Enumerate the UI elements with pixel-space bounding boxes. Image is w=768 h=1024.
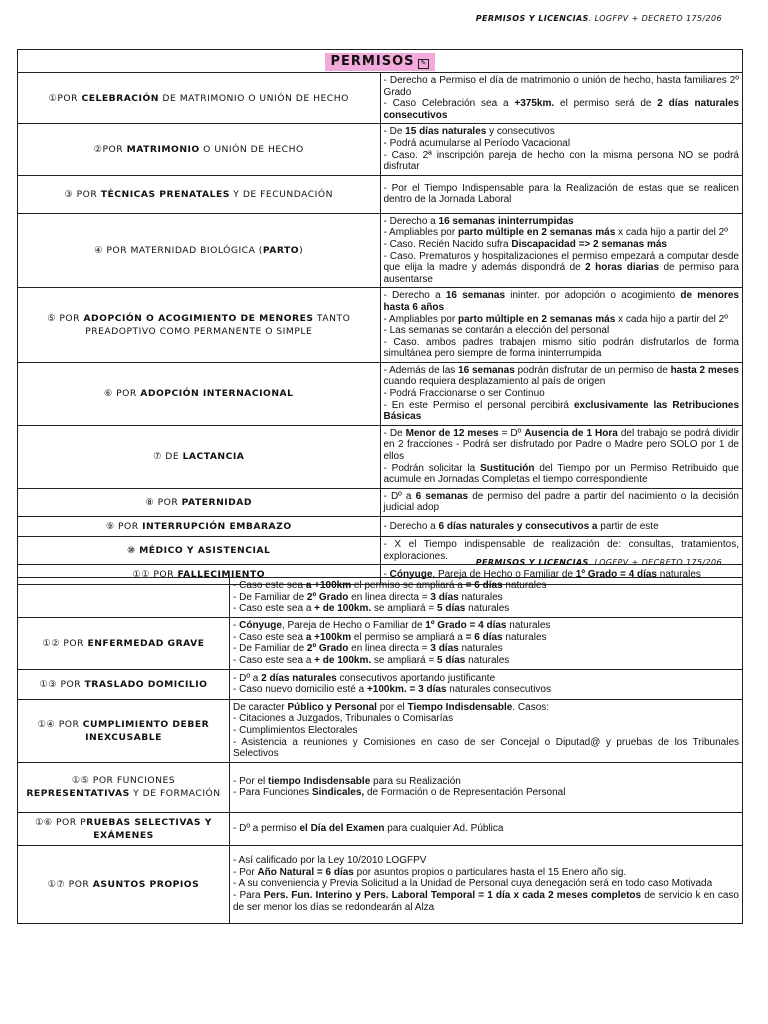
detail-run: Cónyuge (239, 620, 282, 632)
detail-line (233, 867, 739, 879)
detail-line (384, 290, 740, 313)
detail-run: - Caso este sea a (233, 603, 315, 615)
permit-type-run: Y DE FECUNDACIÓN (229, 188, 333, 200)
detail-run: Sustitución (480, 462, 535, 474)
detail-line (384, 98, 740, 121)
permit-type-run: ①⑦ POR (47, 878, 93, 890)
permit-type-run: PATERNIDAD (181, 496, 253, 508)
detail-run: Menor de 12 meses (405, 427, 499, 439)
detail-run: parto múltiple en 2 semanas más (457, 313, 616, 325)
detail-run: 2 días naturales consecutivos (383, 98, 739, 121)
permit-type-run: ⑨ POR (105, 521, 143, 532)
permit-type-run: ④ POR MATERNIDAD BIOLÓGICA ( (94, 245, 263, 257)
detail-run: - Derecho a (383, 520, 439, 532)
detail-line (233, 684, 739, 696)
permisos-table-1 (17, 49, 743, 585)
detail-line (233, 673, 739, 685)
permit-detail-cell (380, 124, 743, 175)
permit-detail-cell (380, 488, 743, 516)
detail-run: - Caso Celebración sea a (383, 98, 515, 110)
detail-line (384, 251, 740, 286)
permit-detail-cell (230, 578, 743, 618)
table-row (18, 617, 743, 669)
detail-run: en linea directa = (348, 591, 431, 603)
detail-run: - A su conveniencia y Previa Solicitud a la Unidad de Personal cuya denegación será en todo caso Motivada (233, 878, 713, 890)
detail-run: naturales consecutivos (446, 684, 551, 696)
detail-line (233, 603, 739, 615)
detail-run: naturales (465, 654, 510, 666)
detail-run: - (233, 620, 240, 632)
permit-type-run: LACTANCIA (182, 451, 245, 463)
page-header-2 (476, 558, 722, 567)
permit-type-run: ADOPCIÓN O ACOGIMIENTO DE MENORES (83, 313, 314, 325)
detail-run: - Caso. Recién Nacido sufra (383, 238, 512, 250)
detail-run: - Caso. Prematuros y hospitalizaciones el permiso empezará a computar desde que elija la madre y además dispondrá de (383, 250, 739, 274)
permit-type-run: ①① POR (132, 569, 178, 581)
permit-type-run: ) (299, 245, 304, 257)
detail-run: - Por (233, 866, 258, 878)
table-row (18, 362, 743, 425)
detail-line (384, 400, 740, 423)
detail-run: - Ampliables por (383, 227, 458, 239)
detail-line (233, 890, 739, 913)
detail-line (384, 337, 740, 360)
permit-type-run: ①④ POR (37, 718, 83, 730)
table-row (18, 425, 743, 488)
detail-run: - Podrá Fraccionarse o ser Continuo (383, 388, 545, 400)
detail-run: Discapacidad => 2 semanas más (511, 238, 667, 250)
edit-icon: ✎ (418, 59, 429, 69)
detail-line (233, 620, 739, 632)
detail-run: +375km. (514, 98, 555, 110)
detail-run: - En este Permiso el personal percibirá (383, 399, 574, 411)
permit-type-run: ⑧ POR (145, 496, 182, 508)
permit-type-run: ⑩ MÉDICO Y ASISTENCIAL (127, 545, 271, 557)
detail-run: , Pareja de Hecho o Familiar de (281, 620, 426, 632)
detail-run: + de 100km. (314, 654, 372, 666)
permit-type-cell (18, 425, 381, 488)
permit-type-cell (18, 812, 230, 845)
detail-run: 3 días (430, 643, 459, 655)
detail-run: 1º Grado = 4 días (575, 568, 657, 580)
detail-run: naturales (656, 568, 701, 580)
detail-line (384, 388, 740, 400)
permit-type-run: ①③ POR (39, 678, 85, 690)
permit-type-cell (18, 488, 381, 516)
detail-line (384, 521, 740, 533)
detail-run: el Día del Examen (299, 822, 385, 834)
detail-run: De caracter (233, 701, 288, 713)
detail-run: de menores hasta 6 años (383, 290, 739, 313)
detail-run: - Ampliables por (383, 313, 458, 325)
permit-type-run: ASUNTOS PROPIOS (92, 878, 200, 890)
permit-detail-cell (380, 425, 743, 488)
detail-run: 2º Grado (306, 643, 349, 655)
detail-run: de permiso para ausentarse (383, 262, 739, 285)
permit-type-run: ①⑥ POR P (35, 816, 87, 828)
detail-run: 2º Grado (306, 591, 349, 603)
detail-run: de permiso del padre a partir del nacimiento o la decisión judicial adop (383, 490, 739, 514)
detail-run: - Caso nuevo domicilio esté a (233, 684, 367, 696)
detail-run: naturales (502, 580, 547, 591)
permit-type-run: ①② POR (42, 637, 88, 649)
detail-line (384, 428, 740, 463)
detail-line (384, 314, 740, 326)
permit-type-cell (18, 617, 230, 669)
permit-type-cell (18, 845, 230, 923)
detail-run: de Formación o de Representación Personal (364, 787, 566, 799)
detail-run: - Para (233, 890, 264, 902)
permit-detail-cell (380, 73, 743, 124)
detail-run: y consecutivos (486, 126, 555, 138)
detail-run: = 6 días (465, 631, 503, 643)
detail-line (233, 737, 739, 760)
detail-run: - Caso este sea a (233, 654, 315, 666)
permit-type-run: TRASLADO DOMICILIO (84, 678, 208, 690)
detail-run: para su Realización (370, 775, 461, 787)
detail-line (384, 463, 740, 486)
detail-run: parto múltiple en 2 semanas más (457, 227, 616, 239)
detail-line (233, 580, 739, 592)
detail-run: - Para Funciones (233, 787, 312, 799)
permit-type-cell (18, 288, 381, 363)
detail-run: - De (383, 126, 406, 138)
detail-run: Público y Personal (287, 701, 377, 713)
permit-type-run: PARTO (262, 245, 300, 257)
detail-run: 5 días (437, 603, 466, 615)
detail-run: - Dº a permiso (233, 822, 300, 834)
detail-run: a +100km (305, 580, 352, 591)
detail-line (233, 655, 739, 667)
detail-run: 2 días naturales (261, 672, 337, 684)
detail-run: - De Familiar de (233, 591, 307, 603)
detail-run: = 6 días (465, 580, 503, 591)
detail-run: exclusivamente las Retribuciones Básicas (383, 399, 740, 423)
permit-type-run: REPRESENTATIVAS (26, 788, 130, 800)
detail-run: - Cumplimientos Electorales (233, 724, 358, 736)
detail-run: - De (383, 427, 406, 439)
permit-type-cell (18, 699, 230, 762)
detail-run: para cualquier Ad. Pública (384, 822, 504, 834)
permit-type-run: O UNIÓN DE HECHO (199, 144, 304, 156)
detail-run: - Asistencia a reuniones y Comisiones en caso de ser Concejal o Diputad@ y pruebas de los Tribunales Selectivos (233, 736, 739, 760)
permit-detail-cell (380, 362, 743, 425)
detail-run: - Por el (233, 775, 269, 787)
detail-line (233, 725, 739, 737)
permit-type-run: TANTO PREADOPTIVO COMO PERMANENTE O SIMPLE (85, 313, 351, 338)
table-row (18, 845, 743, 923)
table-title (325, 53, 436, 71)
detail-run: - Las semanas se contarán a elección del personal (383, 325, 610, 337)
detail-run: Pers. Fun. Interino y Pers. Laboral Temporal = 1 día x cada 2 meses completos (263, 890, 642, 902)
permit-type-cell (18, 73, 381, 124)
permit-detail-cell (230, 812, 743, 845)
detail-line (384, 216, 740, 228)
detail-run: tiempo Indisdensable (268, 775, 371, 787)
permit-type-run: RUEBAS SELECTIVAS Y EXÁMENES (86, 816, 212, 841)
header-title: PERMISOS Y LICENCIAS (475, 14, 589, 23)
detail-run: podrán disfrutar de un permiso de (514, 364, 671, 376)
detail-run: - Caso este sea (233, 631, 306, 643)
detail-line (384, 138, 740, 150)
detail-run: del trabajo se podrá dividir en 2 fracciones - Podrá ser disfrutado por Padre o Madre pero SOLO por 1 de ellos (383, 427, 740, 463)
permit-type-run: CELEBRACIÓN (81, 92, 159, 104)
detail-run: se ampliará = (371, 654, 438, 666)
detail-run: de servicio k en caso de ser menor los días se redondearán al Alza (233, 890, 739, 913)
detail-run: naturales (465, 603, 510, 615)
permit-type-cell (18, 578, 230, 618)
detail-run: = Dº (498, 427, 525, 439)
table-row (18, 699, 743, 762)
detail-run: se ampliará = (371, 603, 438, 615)
permit-detail-cell (230, 845, 743, 923)
detail-run: hasta 2 meses (670, 364, 739, 376)
detail-run: - (383, 568, 390, 580)
header-subtitle: . LOGFPV + DECRETO 175/206 (588, 14, 722, 23)
detail-run: - Derecho a Permiso el día de matrimonio o unión de hecho, hasta familiares 2º Grado (383, 75, 739, 98)
table-row (18, 488, 743, 516)
detail-run: Ausencia de 1 Hora (524, 427, 618, 439)
detail-run: ininter. por adopción o acogimiento (505, 290, 681, 302)
detail-run: - Caso. 2ª inscripción pareja de hecho con la misma persona NO se podrá disfrutar (383, 149, 739, 173)
detail-run: - Derecho a (383, 215, 439, 227)
permit-type-cell (18, 669, 230, 699)
detail-run: - Caso este sea (233, 580, 306, 591)
table-row (18, 762, 743, 812)
table-title-text: PERMISOS (330, 53, 415, 69)
detail-line (384, 150, 740, 173)
permit-type-run: Y DE FORMACIÓN (129, 788, 221, 800)
detail-run: 1º Grado = 4 días (425, 620, 507, 632)
table-row (18, 578, 743, 618)
permit-type-cell (18, 517, 381, 537)
permit-type-run: ADOPCIÓN INTERNACIONAL (140, 388, 294, 400)
permit-type-run: MATRIMONIO (126, 144, 200, 156)
detail-run: 6 semanas (415, 490, 469, 502)
detail-line (384, 491, 740, 514)
table-row (18, 669, 743, 699)
header-title: PERMISOS Y LICENCIAS (475, 558, 589, 567)
detail-run: naturales (502, 631, 547, 643)
detail-run: naturales (458, 591, 503, 603)
permit-detail-cell (380, 517, 743, 537)
permit-type-run: TÉCNICAS PRENATALES (100, 188, 230, 200)
detail-run: el permiso se ampliará a (351, 580, 466, 591)
permit-type-run: ENFERMEDAD GRAVE (87, 637, 205, 649)
detail-run: - Así calificado por la Ley 10/2010 LOGFPV (233, 855, 427, 867)
detail-run: - Citaciones a Juzgados, Tribunales o Comisarías (233, 713, 454, 725)
detail-line (384, 365, 740, 388)
detail-run: +100km. = 3 días (366, 684, 447, 696)
permit-type-cell (18, 175, 381, 213)
table-row (18, 812, 743, 845)
permit-type-cell (18, 124, 381, 175)
detail-line (233, 878, 739, 890)
detail-run: Año Natural = 6 días (257, 866, 354, 878)
detail-run: partir de este (597, 520, 659, 532)
detail-run: - X el Tiempo indispensable de realización de: consultas, tratamientos, exploraciones. (383, 539, 739, 562)
detail-line (384, 126, 740, 138)
detail-run: 5 días (437, 654, 466, 666)
permit-type-run: DE MATRIMONIO O UNIÓN DE HECHO (158, 92, 349, 104)
header-subtitle: . LOGFPV + DECRETO 175/206 (588, 558, 722, 567)
permit-detail-cell (230, 762, 743, 812)
detail-run: naturales (506, 620, 551, 632)
permit-detail-cell (380, 213, 743, 288)
table-title-row (18, 50, 743, 73)
detail-run: - Dº a (383, 490, 416, 502)
detail-line (384, 183, 740, 206)
detail-run: x cada hijo a partir del 2º (615, 313, 728, 325)
page-header-1 (476, 14, 722, 23)
detail-run: - De Familiar de (233, 643, 307, 655)
permit-type-run: ⑦ DE (153, 451, 183, 463)
detail-run: x cada hijo a partir del 2º (615, 227, 728, 239)
permit-detail-cell (380, 288, 743, 363)
permit-detail-cell (230, 669, 743, 699)
detail-run: 16 semanas (458, 364, 515, 376)
detail-run: 16 semanas ininterrumpidas (438, 215, 574, 227)
detail-run: Sindicales, (311, 787, 365, 799)
detail-line (233, 632, 739, 644)
detail-line (233, 787, 739, 799)
detail-run: - Por el Tiempo Indispensable para la Realización de estas que se realicen dentro de la Jornada Laboral (383, 182, 739, 206)
table-row (18, 175, 743, 213)
detail-run: Cónyuge (389, 568, 433, 580)
detail-run: consecutivos aportando justificante (336, 672, 496, 684)
permit-type-run: ①POR (48, 92, 82, 104)
detail-run: - Caso. ambos padres trabajen mismo sitio podrán disfrutarlos de forma simultánea pero siempre de forma ininterrumpida (383, 336, 739, 360)
detail-run: - Podrá acumularse al Período Vacacional (383, 137, 571, 149)
permit-type-cell (18, 213, 381, 288)
permit-type-run: ①⑤ POR FUNCIONES (71, 775, 176, 787)
table-row (18, 288, 743, 363)
permit-type-run: INTERRUPCIÓN EMBARAZO (142, 521, 292, 532)
permit-detail-cell (230, 699, 743, 762)
permit-type-run: ⑥ POR (103, 388, 141, 400)
detail-line (233, 592, 739, 604)
detail-line (233, 855, 739, 867)
detail-line (384, 75, 740, 98)
permit-type-run: ②POR (93, 144, 127, 156)
table-row (18, 124, 743, 175)
detail-run: 2 horas diarias (585, 262, 660, 274)
detail-run: Tiempo Indisdensable (407, 701, 513, 713)
detail-run: - Dº a (233, 672, 262, 684)
permit-type-cell (18, 362, 381, 425)
detail-line (384, 227, 740, 239)
detail-line (384, 239, 740, 251)
detail-line (233, 823, 739, 835)
permit-type-run: FALLECIMIENTO (177, 569, 266, 581)
detail-run: el permiso se ampliará a (351, 631, 466, 643)
detail-line (384, 325, 740, 337)
permisos-table-2 (17, 577, 743, 924)
detail-line (233, 776, 739, 788)
detail-run: - Podrán solicitar la (383, 462, 481, 474)
detail-run: a +100km (305, 631, 352, 643)
detail-run: cuando requiera desplazamiento al país de origen (383, 376, 606, 388)
permit-type-run: CUMPLIMIENTO DEBER INEXCUSABLE (82, 718, 210, 743)
detail-line (233, 643, 739, 655)
detail-run: en linea directa = (348, 643, 431, 655)
detail-run: 6 días naturales y consecutivos a (438, 520, 598, 532)
table-row (18, 517, 743, 537)
detail-run: 16 semanas (445, 290, 506, 302)
detail-run: por el (376, 701, 408, 713)
permit-type-cell (18, 537, 381, 565)
detail-run: . Casos: (512, 701, 550, 713)
detail-run: - Además de las (383, 364, 459, 376)
detail-run: 3 días (430, 591, 459, 603)
detail-run: , Pareja de Hecho o Familiar de (432, 568, 576, 580)
detail-run: + de 100km. (314, 603, 372, 615)
detail-run: - Derecho a (383, 290, 446, 302)
permit-detail-cell (230, 617, 743, 669)
detail-run: del Tiempo por un Permiso Retribuido que acumule en Jornadas Completas el tiempo correspondiente (383, 462, 739, 486)
permit-type-run: ③ POR (64, 188, 101, 200)
detail-run: 15 días naturales (405, 126, 487, 138)
detail-run: el permiso será de (554, 98, 658, 110)
table-row (18, 73, 743, 124)
table-row (18, 213, 743, 288)
permit-type-cell (18, 762, 230, 812)
detail-line (233, 713, 739, 725)
detail-line (233, 702, 739, 714)
permit-detail-cell (380, 175, 743, 213)
detail-run: por asuntos propios o particulares hasta el 15 Enero año sig. (353, 866, 627, 878)
permit-type-run: ⑤ POR (47, 313, 84, 325)
detail-run: naturales (458, 643, 503, 655)
